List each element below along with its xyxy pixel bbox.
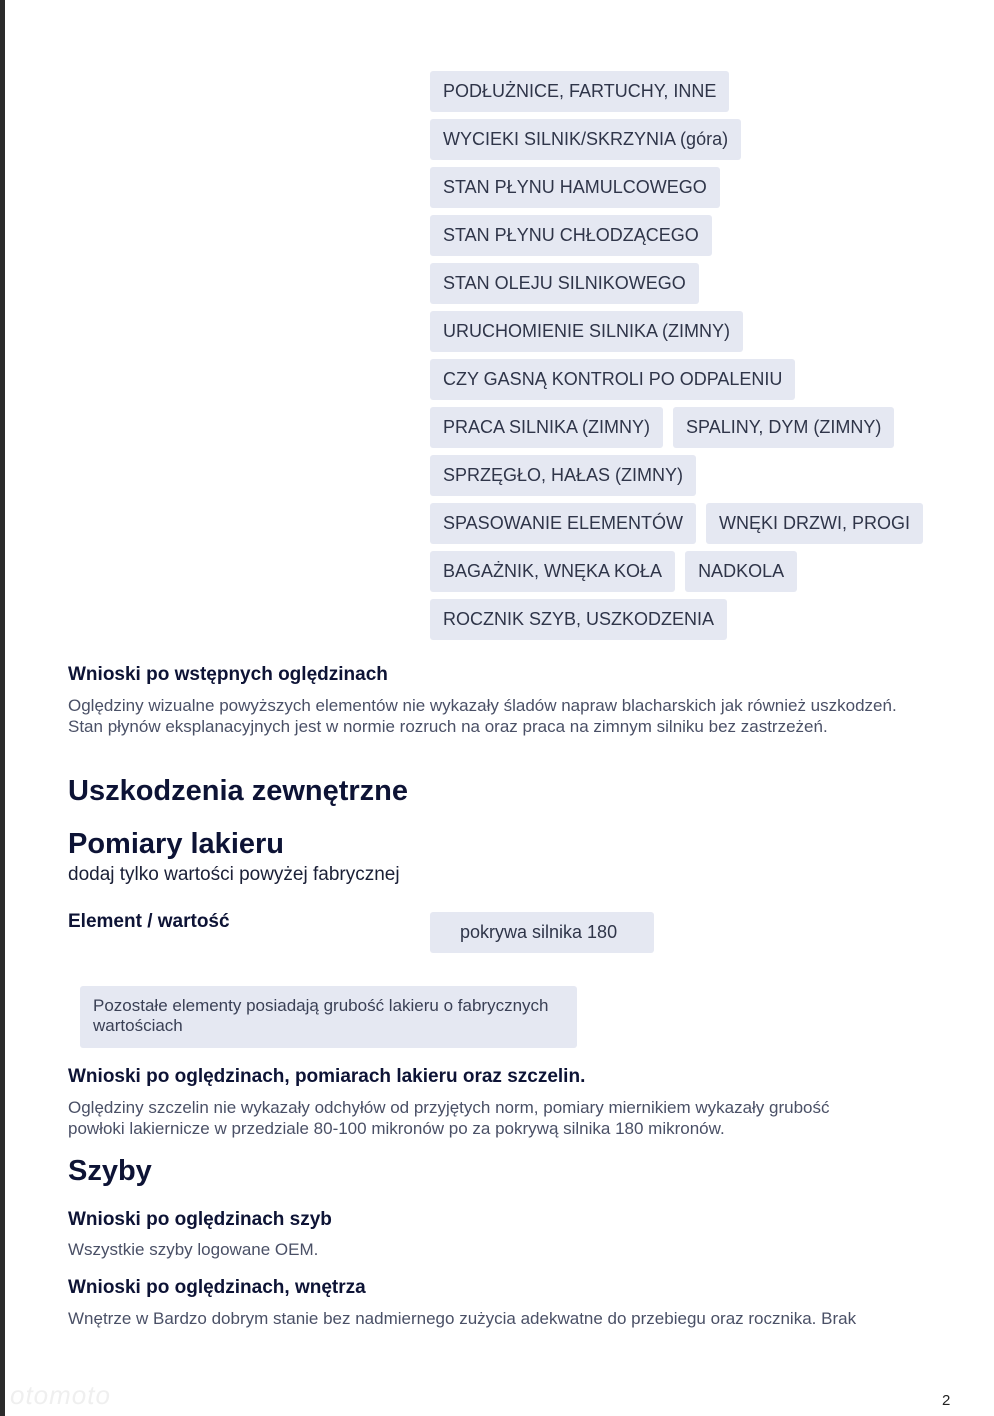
tag-row — [430, 599, 950, 640]
glass-conclusions-text: Wszystkie szyby logowane OEM. — [68, 1240, 319, 1259]
tag-row — [430, 407, 950, 448]
paint-element-value: pokrywa silnika 180 — [430, 912, 654, 953]
inspection-tag: NADKOLA — [685, 551, 797, 592]
inspection-tag: BAGAŻNIK, WNĘKA KOŁA — [430, 551, 675, 592]
paint-heading: Pomiary lakieru — [68, 828, 284, 860]
watermark-logo: otomoto — [10, 1380, 111, 1410]
inspection-tag: WYCIEKI SILNIK/SKRZYNIA (góra) — [430, 119, 741, 160]
tag-row — [430, 503, 950, 544]
tag-row — [430, 119, 950, 160]
inspection-tag: WNĘKI DRZWI, PROGI — [706, 503, 923, 544]
inspection-tag: SPASOWANIE ELEMENTÓW — [430, 503, 696, 544]
paint-subtitle: dodaj tylko wartości powyżej fabrycznej — [68, 864, 400, 885]
conclusions-initial-title: Wnioski po wstępnych oględzinach — [68, 664, 388, 685]
inspection-tag: STAN PŁYNU HAMULCOWEGO — [430, 167, 720, 208]
external-damage-heading: Uszkodzenia zewnętrzne — [68, 775, 409, 807]
inspection-tag: STAN PŁYNU CHŁODZĄCEGO — [430, 215, 712, 256]
page-left-edge — [0, 0, 5, 1416]
tag-row — [430, 551, 950, 592]
tag-row — [430, 215, 950, 256]
inspection-tag: SPRZĘGŁO, HAŁAS (ZIMNY) — [430, 455, 696, 496]
inspection-tags — [430, 71, 950, 647]
conclusions-initial-text: Oględziny wizualne powyższych elementów nie wykazały śladów napraw blacharskich jak również uszkodzeń. Stan płynów eksplanacyjnych jest w normie rozruch na oraz praca na zimnym silniku bez zastrzeżeń. — [68, 696, 897, 736]
conclusions-paint-title: Wnioski po oględzinach, pomiarach lakieru oraz szczelin. — [68, 1066, 586, 1087]
page-number: 2 — [942, 1392, 951, 1409]
inspection-tag: PODŁUŻNICE, FARTUCHY, INNE — [430, 71, 729, 112]
tag-row — [430, 455, 950, 496]
interior-conclusions-title: Wnioski po oględzinach, wnętrza — [68, 1277, 366, 1298]
glass-heading: Szyby — [68, 1155, 152, 1187]
element-value-label: Element / wartość — [68, 911, 230, 932]
glass-conclusions-title: Wnioski po oględzinach szyb — [68, 1209, 332, 1230]
inspection-tag: URUCHOMIENIE SILNIKA (ZIMNY) — [430, 311, 743, 352]
inspection-tag: CZY GASNĄ KONTROLI PO ODPALENIU — [430, 359, 795, 400]
tag-row — [430, 311, 950, 352]
tag-row — [430, 263, 950, 304]
inspection-tag: STAN OLEJU SILNIKOWEGO — [430, 263, 699, 304]
conclusions-paint-text: Oględziny szczelin nie wykazały odchyłów od przyjętych norm, pomiary miernikiem wykazały grubość powłoki lakiernicze w przedziale 80-100 mikronów po za pokrywą silnika 180 mikronów. — [68, 1098, 830, 1138]
inspection-tag: PRACA SILNIKA (ZIMNY) — [430, 407, 663, 448]
tag-row — [430, 359, 950, 400]
tag-row — [430, 167, 950, 208]
inspection-tag: ROCZNIK SZYB, USZKODZENIA — [430, 599, 727, 640]
interior-conclusions-text: Wnętrze w Bardzo dobrym stanie bez nadmiernego zużycia adekwatne do przebiegu oraz rocznika. Brak — [68, 1309, 857, 1328]
paint-note: Pozostałe elementy posiadają grubość lakieru o fabrycznych wartościach — [80, 986, 577, 1048]
inspection-tag: SPALINY, DYM (ZIMNY) — [673, 407, 894, 448]
tag-row — [430, 71, 950, 112]
